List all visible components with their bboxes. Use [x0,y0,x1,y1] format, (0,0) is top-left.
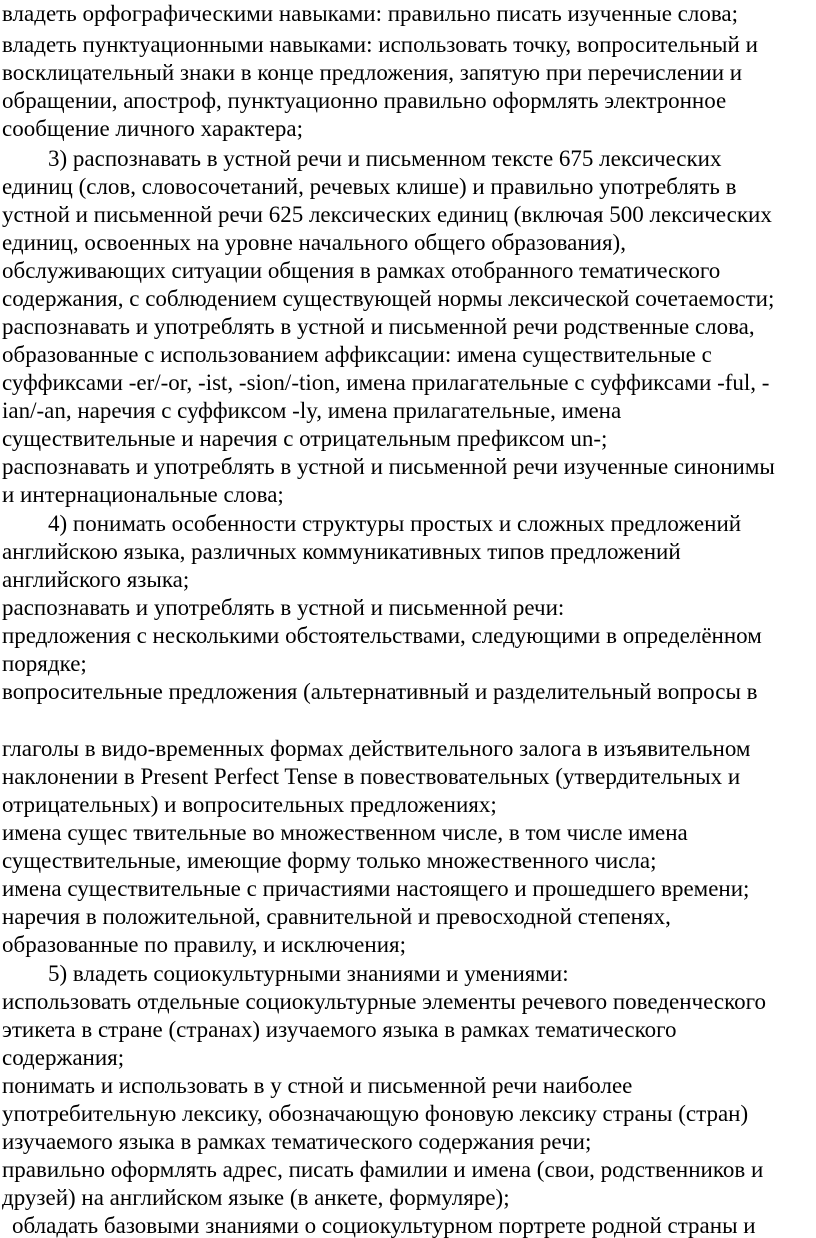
text-line: восклицательный знаки в конце предложения, запятую при перечислении и [2,60,743,85]
text-line: образованные по правилу, и исключения; [2,932,406,957]
text-line: друзей) на английском языке (в анкете, формуляре); [2,1185,510,1210]
text-line: имена существительные с причастиями настоящего и прошедшего времени; [2,876,750,901]
text-line: ian/-an, наречия с суффиксом -ly, имена прилагательные, имена [2,398,622,423]
text-line: предложения с несколькими обстоятельствами, следующими в определённом [2,623,762,648]
text-line: содержания, с соблюдением существующей нормы лексической сочетаемости; [2,286,775,311]
text-line: правильно оформлять адрес, писать фамилии и имена (свои, родственников и [2,1157,764,1182]
text-line: использовать отдельные социокультурные элементы речевого поведенческого [2,989,766,1014]
text-line: английскою языка, различных коммуникативных типов предложений [2,539,681,564]
text-line: обладать базовыми знаниями о социокультурном портрете родной страны и [12,1213,756,1238]
text-line: понимать и использовать в у стной и письменной речи наиболее [2,1073,633,1098]
text-line: этикета в стране (странах) изучаемого языка в рамках тематического [2,1017,677,1042]
text-line: отрицательных) и вопросительных предложениях; [2,792,497,817]
text-line: существительные, имеющие форму только множественного числа; [2,848,657,873]
text-line: суффиксами -er/-or, -ist, -sion/-tion, имена прилагательные с суффиксами -ful, - [2,370,770,395]
list-item-3-heading: 3) распознавать в устной речи и письменном тексте 675 лексических [48,146,722,171]
text-line: владеть пунктуационными навыками: использовать точку, вопросительный и [2,32,758,57]
text-line: имена сущес твительные во множественном числе, в том числе имена [2,820,688,845]
text-line: владеть орфографическими навыками: правильно писать изученные слова; [2,1,738,26]
text-line: и интернациональные слова; [2,482,284,507]
text-line: распознавать и употреблять в устной и письменной речи изученные синонимы [2,454,775,479]
text-line: порядке; [2,651,87,676]
text-line: распознавать и употреблять в устной и письменной речи: [2,595,565,620]
text-line: образованные с использованием аффиксации: имена существительные с [2,342,712,367]
text-line: английского языка; [2,567,190,592]
text-line: существительные и наречия с отрицательным префиксом un-; [2,426,608,451]
list-item-5-heading: 5) владеть социокультурными знаниями и умениями: [48,961,569,986]
text-line: сообщение личного характера; [2,116,304,141]
text-line: единиц, освоенных на уровне начального общего образования), [2,230,626,255]
text-line: употребительную лексику, обозначающую фоновую лексику страны (стран) [2,1101,749,1126]
text-line: устной и письменной речи 625 лексических единиц (включая 500 лексических [2,202,772,227]
text-line: единиц (слов, словосочетаний, речевых клише) и правильно употреблять в [2,174,737,199]
text-line: вопросительные предложения (альтернативный и разделительный вопросы в [2,679,758,704]
text-line: наречия в положительной, сравнительной и превосходной степенях, [2,904,671,929]
text-line: наклонении в Present Perfect Tense в повествовательных (утвердительных и [2,764,741,789]
list-item-4-heading: 4) понимать особенности структуры простых и сложных предложений [48,511,742,536]
text-line: обращении, апостроф, пунктуационно правильно оформлять электронное [2,88,727,113]
text-line: глаголы в видо-временных формах действительного залога в изъявительном [2,736,751,761]
text-line: обслуживающих ситуации общения в рамках отобранного тематического [2,258,721,283]
text-line: изучаемого языка в рамках тематического содержания речи; [2,1129,592,1154]
text-line: распознавать и употреблять в устной и письменной речи родственные слова, [2,314,755,339]
text-line: содержания; [2,1045,125,1070]
